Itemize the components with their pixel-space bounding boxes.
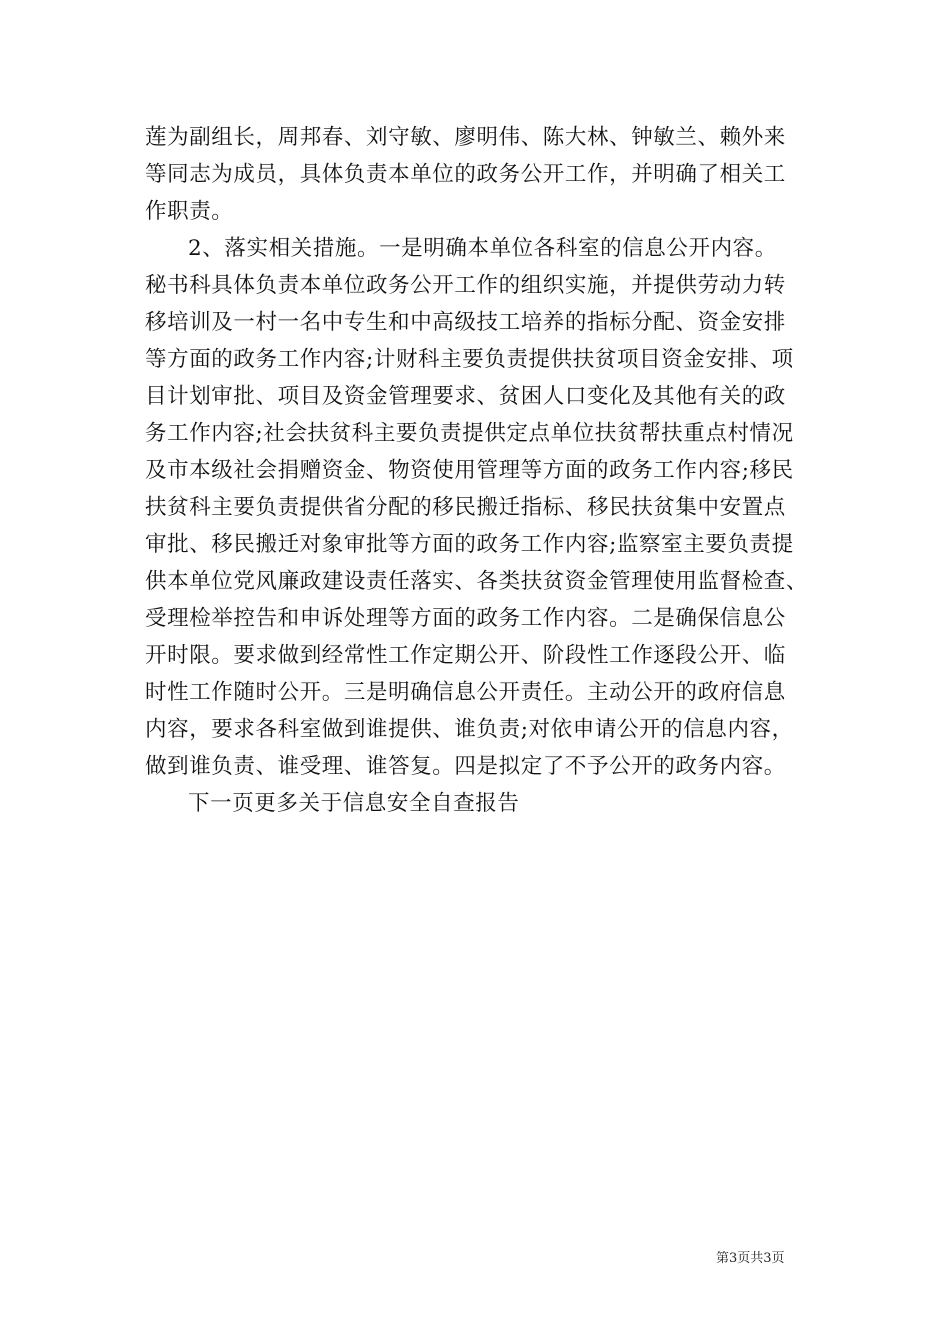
page-number-footer: 第3页共3页 [716, 1251, 785, 1266]
text-line-12: 审批、移民搬迁对象审批等方面的政务工作内容;监察室主要负责提 [145, 532, 794, 557]
text-line-10: 及市本级社会捐赠资金、物资使用管理等方面的政务工作内容;移民 [145, 458, 794, 483]
text-line-11: 扶贫科主要负责提供省分配的移民搬迁指标、移民扶贫集中安置点 [145, 495, 786, 520]
text-line-13: 供本单位党风廉政建设责任落实、各类扶贫资金管理使用监督检查、 [145, 569, 809, 594]
text-line-2: 等同志为成员，具体负责本单位的政务公开工作，并明确了相关工 [145, 162, 786, 187]
text-line-7: 等方面的政务工作内容;计财科主要负责提供扶贫项目资金安排、项 [145, 347, 794, 372]
text-line-15: 开时限。要求做到经常性工作定期公开、阶段性工作逐段公开、临 [145, 643, 786, 668]
text-line-3: 作职责。 [145, 199, 234, 224]
text-line-18: 做到谁负责、谁受理、谁答复。四是拟定了不予公开的政务内容。 [145, 754, 786, 779]
text-line-14: 受理检举控告和申诉处理等方面的政务工作内容。二是确保信息公 [145, 606, 786, 631]
text-line-1: 莲为副组长，周邦春、刘守敏、廖明伟、陈大林、钟敏兰、赖外来 [145, 125, 786, 150]
text-line-16: 时性工作随时公开。三是明确信息公开责任。主动公开的政府信息 [145, 680, 786, 705]
next-page-link[interactable]: 下一页更多关于信息安全自查报告 [188, 791, 520, 816]
text-line-5: 秘书科具体负责本单位政务公开工作的组织实施，并提供劳动力转 [145, 273, 786, 298]
text-line-6: 移培训及一村一名中专生和中高级技工培养的指标分配、资金安排 [145, 310, 786, 335]
text-line-17: 内容，要求各科室做到谁提供、谁负责;对依申请公开的信息内容， [145, 717, 794, 742]
text-line-8: 目计划审批、项目及资金管理要求、贫困人口变化及其他有关的政 [145, 384, 786, 409]
text-line-9: 务工作内容;社会扶贫科主要负责提供定点单位扶贫帮扶重点村情况 [145, 421, 794, 446]
text-line-4: 2、落实相关措施。一是明确本单位各科室的信息公开内容。 [188, 236, 777, 261]
